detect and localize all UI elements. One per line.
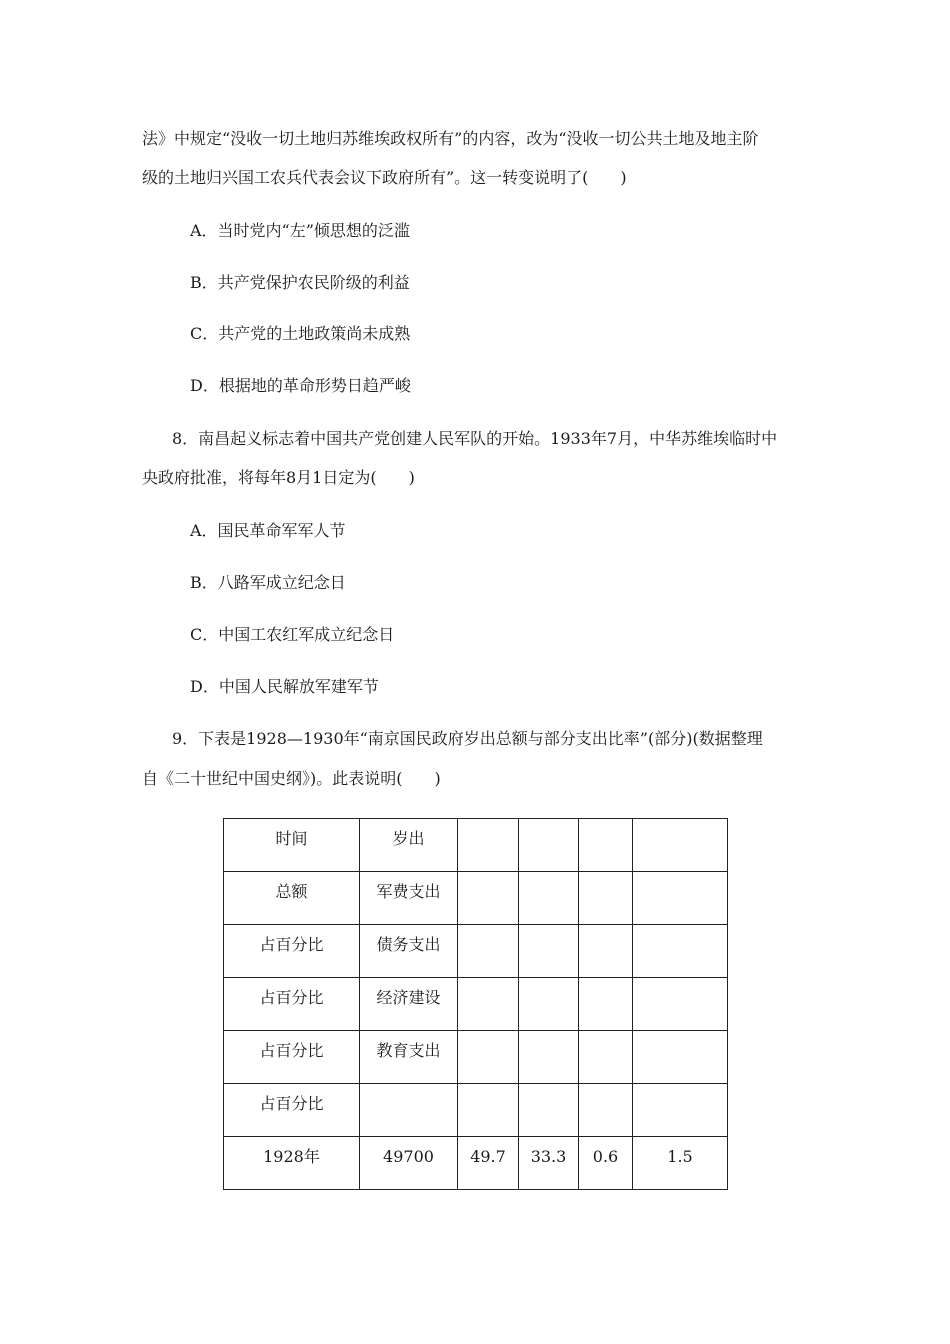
q8-option-a: A．国民革命军军人节 xyxy=(190,521,346,540)
q7-option-d: D．根据地的革命形势日趋严峻 xyxy=(190,376,411,395)
q8-stem-line-1: 8．南昌起义标志着中国共产党创建人民军队的开始。1933年7月，中华苏维埃临时中 xyxy=(172,429,778,448)
table-cell: 经济建设 xyxy=(360,978,458,1031)
table-cell: 1928年 xyxy=(224,1137,360,1190)
table-cell xyxy=(633,1031,728,1084)
table-cell: 49.7 xyxy=(458,1137,519,1190)
intro-line-1: 法》中规定“没收一切土地归苏维埃政权所有”的内容，改为“没收一切公共土地及地主阶 xyxy=(142,129,759,148)
table-cell: 0.6 xyxy=(579,1137,633,1190)
table-cell xyxy=(458,1084,519,1137)
table-cell xyxy=(458,819,519,872)
table-row xyxy=(224,872,728,925)
table-cell xyxy=(633,925,728,978)
table-row xyxy=(224,1031,728,1084)
table-cell xyxy=(458,872,519,925)
table-cell xyxy=(579,872,633,925)
table-cell xyxy=(458,1031,519,1084)
table-cell xyxy=(579,978,633,1031)
q8-option-d: D．中国人民解放军建军节 xyxy=(190,677,379,696)
table-row xyxy=(224,1137,728,1190)
table-cell xyxy=(458,978,519,1031)
table-cell xyxy=(519,1031,579,1084)
table-cell: 占百分比 xyxy=(224,978,360,1031)
q8-option-b: B．八路军成立纪念日 xyxy=(190,573,346,592)
table-cell: 教育支出 xyxy=(360,1031,458,1084)
table-cell: 军费支出 xyxy=(360,872,458,925)
table-cell: 占百分比 xyxy=(224,925,360,978)
table-cell: 总额 xyxy=(224,872,360,925)
table-cell xyxy=(579,1031,633,1084)
q7-option-b: B．共产党保护农民阶级的利益 xyxy=(190,273,410,292)
table-cell: 占百分比 xyxy=(224,1084,360,1137)
table-cell: 1.5 xyxy=(633,1137,728,1190)
table-cell xyxy=(519,925,579,978)
table-cell: 时间 xyxy=(224,819,360,872)
q8-stem-line-2: 央政府批准，将每年8月1日定为( ) xyxy=(142,468,415,487)
table-cell: 岁出 xyxy=(360,819,458,872)
table-cell xyxy=(633,978,728,1031)
table-cell xyxy=(579,1084,633,1137)
q7-option-a: A．当时党内“左”倾思想的泛滥 xyxy=(190,221,410,240)
table-cell xyxy=(579,819,633,872)
table-cell: 占百分比 xyxy=(224,1031,360,1084)
q7-option-c: C．共产党的土地政策尚未成熟 xyxy=(190,324,411,343)
table-cell: 49700 xyxy=(360,1137,458,1190)
q8-option-c: C．中国工农红军成立纪念日 xyxy=(190,625,395,644)
table-cell xyxy=(633,1084,728,1137)
table-cell xyxy=(633,819,728,872)
table-row xyxy=(224,1084,728,1137)
table-cell xyxy=(519,1084,579,1137)
table-cell xyxy=(519,872,579,925)
table-cell: 33.3 xyxy=(519,1137,579,1190)
table-cell xyxy=(633,872,728,925)
table-cell: 债务支出 xyxy=(360,925,458,978)
q9-stem-line-1: 9．下表是1928—1930年“南京国民政府岁出总额与部分支出比率”(部分)(数据整理 xyxy=(172,729,763,748)
table-row xyxy=(224,819,728,872)
intro-line-2: 级的土地归兴国工农兵代表会议下政府所有”。这一转变说明了( ) xyxy=(142,168,627,187)
table-cell xyxy=(519,978,579,1031)
table-cell xyxy=(360,1084,458,1137)
table-cell xyxy=(519,819,579,872)
q9-stem-line-2: 自《二十世纪中国史纲》)。此表说明( ) xyxy=(142,769,441,788)
expenditure-table xyxy=(223,818,728,1190)
table-cell xyxy=(458,925,519,978)
table-row xyxy=(224,925,728,978)
table-row xyxy=(224,978,728,1031)
table-cell xyxy=(579,925,633,978)
